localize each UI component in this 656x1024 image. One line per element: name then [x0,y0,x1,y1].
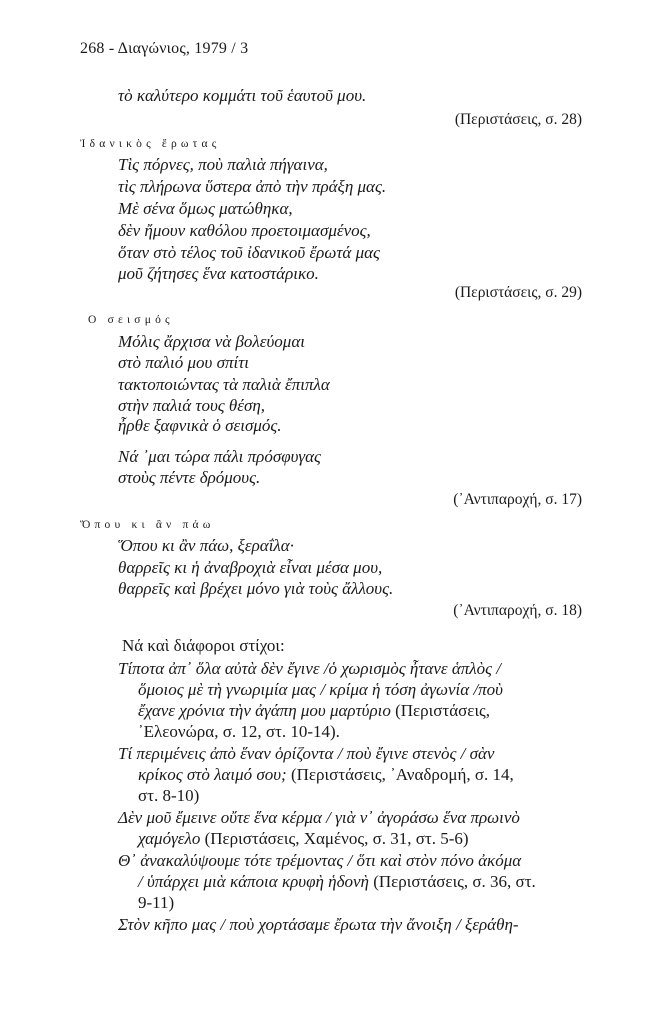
journal-title: - Διαγώνιος, 1979 / 3 [108,40,249,57]
poem3-line: θαρρεῖς κι ἡ ἀναβροχιὰ εἶναι μέσα μου, [118,558,383,577]
verse-line [138,829,469,849]
verse-line [118,851,521,871]
verse-italic: ἔχανε χρόνια τὴν ἀγάπη μου μαρτύριο [138,701,391,720]
poem1-line: δὲν ἤμουν καθόλου προετοιμασμένος, [118,221,371,240]
poem3-line: θαρρεῖς καὶ βρέχει μόνο γιὰ τοὺς ἄλλους. [118,579,394,598]
verse-italic: / ὑπάρχει μιὰ κάποια κρυφὴ ἡδονὴ [138,872,369,891]
verse-citation: (Περιστάσεις, σ. 36, στ. [368,872,536,891]
poem2-ref: (᾿Αντιπαροχή, σ. 17) [453,491,582,508]
poem-title-opou-ki-an-pao: Ὅπου κι ἂν πάω [80,519,215,531]
verse-line [138,786,199,806]
verse-citation: 9-11) [138,893,175,912]
verse-italic: Τί περιμένεις ἀπὸ ἕναν ὁρίζοντα / ποὺ ἔγινε στενὸς / σὰν [118,744,495,763]
page-number: 268 [80,40,105,57]
page-header [80,40,248,58]
opening-line: τὸ καλύτερο κομμάτι τοῦ ἑαυτοῦ μου. [118,86,367,105]
verse-line [118,915,519,935]
verse-line [138,765,514,785]
verse-citation: στ. 8-10) [138,786,200,805]
verse-line [118,659,501,679]
verse-line [138,872,536,892]
poem1-line: ὅταν στὸ τέλος τοῦ ἰδανικοῦ ἔρωτά μας [118,243,380,262]
poem-title-idanikos-erotas: Ἰδανικὸς ἔρωτας [80,138,221,150]
poem2-line: στοὺς πέντε δρόμους. [118,468,261,487]
opening-ref: (Περιστάσεις, σ. 28) [454,111,582,128]
verse-line [138,722,340,742]
verse-citation: (Περιστάσεις, Χαμένος, σ. 31, στ. 5-6) [200,829,469,848]
poem2-line: ἦρθε ξαφνικὰ ὁ σεισμός. [118,416,282,435]
poem2-line: στὸ παλιό μου σπίτι [118,353,250,372]
poem2-line: στὴν παλιά τους θέση, [118,396,266,415]
verses-intro: Νά καὶ διάφοροι στίχοι: [122,636,285,655]
verse-italic: χαμόγελο [138,829,201,848]
poem3-ref: (᾿Αντιπαροχή, σ. 18) [453,602,582,619]
poem2-line: Νά ᾿μαι τώρα πάλι πρόσφυγας [118,447,321,466]
verse-citation: (Περιστάσεις, ᾿Αναδρομή, σ. 14, [286,765,514,784]
verse-italic: ὅμοιος μὲ τὴ γνωριμία μας / κρίμα ἡ τόση ἀγωνία /ποὺ [138,680,503,699]
poem3-line: Ὅπου κι ἂν πάω, ξεραΐλα· [118,536,294,555]
verse-line [118,744,494,764]
poem1-line: τὶς πλήρωνα ὕστερα ἀπὸ τὴν πράξη μας. [118,177,387,196]
verse-italic: Τίποτα ἀπ᾿ ὅλα αὐτὰ δὲν ἔγινε /ὁ χωρισμὸς ἦτανε ἁπλὸς / [118,659,501,678]
poem1-line: Μὲ σένα ὅμως ματώθηκα, [118,199,293,218]
verse-line [138,701,490,721]
poem1-line: Τὶς πόρνες, ποὺ παλιὰ πήγαινα, [118,155,328,174]
verse-italic: Δὲν μοῦ ἔμεινε οὔτε ἕνα κέρμα / γιὰ ν᾿ ἀγοράσω ἕνα πρωινὸ [118,808,520,827]
poem1-ref: (Περιστάσεις, σ. 29) [454,284,582,301]
poem2-line: τακτοποιώντας τὰ παλιὰ ἔπιπλα [118,375,330,394]
poem2-line: Μόλις ἄρχισα νὰ βολεύομαι [118,332,305,351]
verse-italic: Θ᾿ ἀνακαλύψουμε τότε τρέμοντας / ὅτι καὶ στὸν πόνο ἀκόμα [118,851,522,870]
verse-citation: ᾿Ελεονώρα, σ. 12, στ. 10-14). [138,722,340,741]
verse-line [138,893,174,913]
poem1-line: μοῦ ζήτησες ἕνα κατοστάρικο. [118,264,319,283]
verse-italic: κρίκος στὸ λαιμό σου; [138,765,287,784]
verse-line [138,680,503,700]
verse-italic: Στὸν κῆπο μας / ποὺ χορτάσαμε ἔρωτα τὴν ἄνοιξη / ξεράθη- [118,915,519,934]
poem-title-seismos: Ο σεισμός [88,314,174,326]
verse-citation: (Περιστάσεις, [390,701,491,720]
verse-line [118,808,520,828]
